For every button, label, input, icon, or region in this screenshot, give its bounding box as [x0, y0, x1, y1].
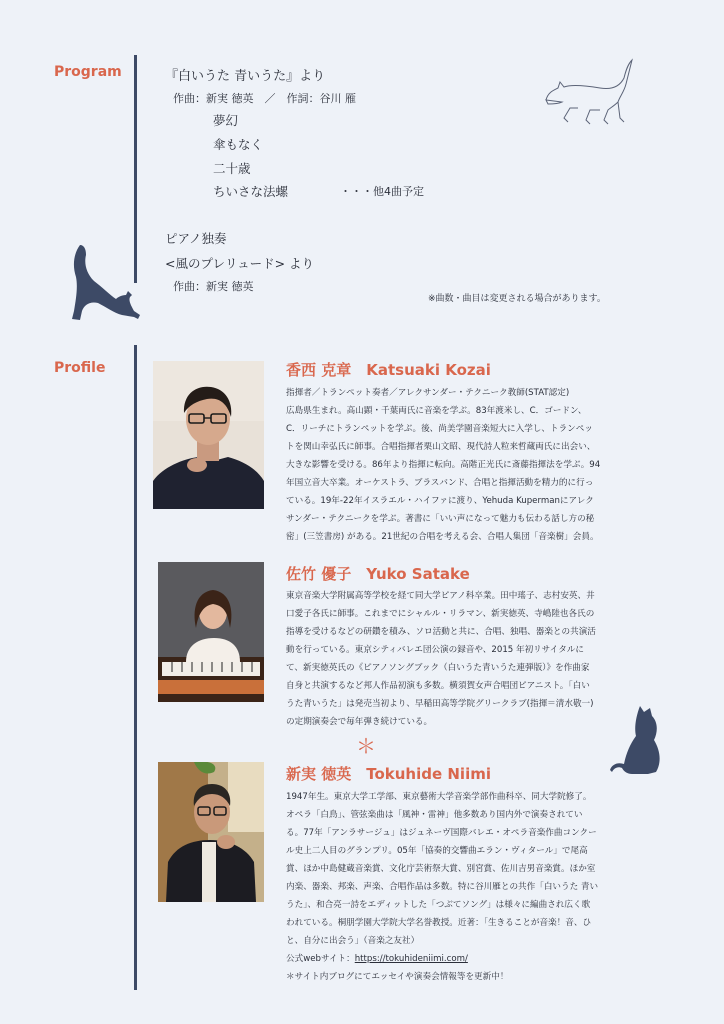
- person-name: 新実 徳英 Tokuhide Niimi: [286, 765, 491, 783]
- song-item: 二十歳: [213, 161, 251, 176]
- work2-heading: ピアノ独奏: [165, 231, 227, 246]
- website-label: 公式webサイト：: [286, 954, 355, 964]
- sitting-cat-icon: [610, 702, 666, 778]
- person-bio: 指揮者／トランペット奏者／アレクサンダー・テクニーク教師(STAT認定) 広島県生まれ。高山顕・千葉両氏に音楽を学ぶ。83年渡米し、C．ゴードン、 C．リーチにトランペットを学ぶ。後、尚美学園音楽短大に入学し、トランペッ トを関山幸弘氏に師事。合唱指揮者栗山文昭、現代詩人粒来哲蔵両氏に出会い、 大きな影響を受ける。86年より指揮に転向。高階正光氏に斎藤指揮法を学ぶ。94 年国立音大卒業。オーケストラ、ブラスバンド、合唱と指揮活動を精力的に行っ ている。19年-22年イスラエル・ハイファに渡り、Yehuda Kupermanにアレク サンダー・テクニークを学ぶ。著書に「いい声になって魅力も伝わる話し方の秘 密」(三笠書房) がある。21世紀の合唱を考える会、合唱人集団「音楽樹」会員。: [286, 388, 601, 542]
- portrait-photo-satake: [158, 562, 264, 702]
- person-bio: 東京音楽大学附属高等学校を経て同大学ピアノ科卒業。田中瑤子、志村安英、井 口愛子各氏に師事。これまでにシャルル・リラマン、新実徳英、寺嶋陸也各氏の 指導を受けるなどの研鑽を積み、ソロ活動と共に、合唱、独唱、器楽との共演活 動を行っている。東京シティバレエ団公演の録音や、2015 年初リサイタルに て、新実徳英氏の《ピアノソングブック（白いうた青いうた連弾版）》を作曲家 自身と共演するなど邦人作品初演も多数。横須賀女声合唱団ピアニスト。「白い うた青いうた」は発売当初より、早稲田高等学院グリークラブ(指揮＝清水敬一) の定期演奏会で毎年弾き続けている。: [286, 591, 596, 727]
- program-note: ※曲数・曲目は変更される場合があります。: [428, 294, 606, 304]
- portrait-photo-niimi: [158, 762, 264, 902]
- website-link[interactable]: https://tokuhideniimi.com/: [354, 954, 468, 964]
- person-name: 佐竹 優子 Yuko Satake: [286, 565, 470, 583]
- person-name: 香西 克章 Katsuaki Kozai: [286, 361, 491, 379]
- work1-title: 『白いうた 青いうた』より: [165, 69, 326, 84]
- portrait-photo-kozai: [153, 361, 264, 509]
- profile-label: Profile: [54, 360, 106, 376]
- songs-suffix: ・・・他4曲予定: [340, 185, 424, 198]
- profile-divider-line: [134, 345, 137, 990]
- blog-note: ＊サイト内ブログにてエッセイや演奏会情報等を更新中！: [286, 972, 509, 982]
- stretching-cat-icon: [68, 243, 142, 323]
- work2-credits: 作曲：新実 徳英: [173, 280, 254, 293]
- song-item: 傘もなく: [213, 137, 264, 152]
- work2-title: <風のプレリュード> より: [165, 256, 315, 271]
- section-asterisk: ＊: [356, 734, 376, 758]
- work1-credits: 作曲：新実 徳英 ／ 作詞：谷川 雁: [173, 92, 356, 105]
- person-bio: 1947年生。東京大学工学部、東京藝術大学音楽学部作曲科卒、同大学院修了。 オペラ「白鳥」、管弦楽曲は「風神・雷神」他多数あり国内外で演奏されてい る。77年「アンラサージュ」はジュネーヴ国際バレエ・オペラ音楽作曲コンクー ル史上二人目のグランプリ。05年「協奏的交響曲エラン・ヴィタール」で尾高 賞、ほか中島健蔵音楽賞、文化庁芸術祭大賞、別宮賞、佐川吉男音楽賞。ほか室 内楽、器楽、邦楽、声楽、合唱作品は多数。特に谷川雁との共作「白いうた 青い うた」、和合亮一詩をエディットした「つぶてソング」は様々に編曲され広く歌 われている。桐朋学園大学院大学名誉教授。近著：「生きることが音楽！音、ひ と、自分に出会う」（音楽之友社） 公式webサイト：https://tokuhideniimi.com/ ＊サイト内ブログにてエッセイや演奏会情報等を更新中！: [286, 788, 638, 986]
- song-item: 夢幻: [213, 113, 239, 128]
- program-label: Program: [54, 64, 122, 80]
- walking-cat-outline-icon: [538, 54, 638, 130]
- song-item: ちいさな法螺: [213, 184, 289, 199]
